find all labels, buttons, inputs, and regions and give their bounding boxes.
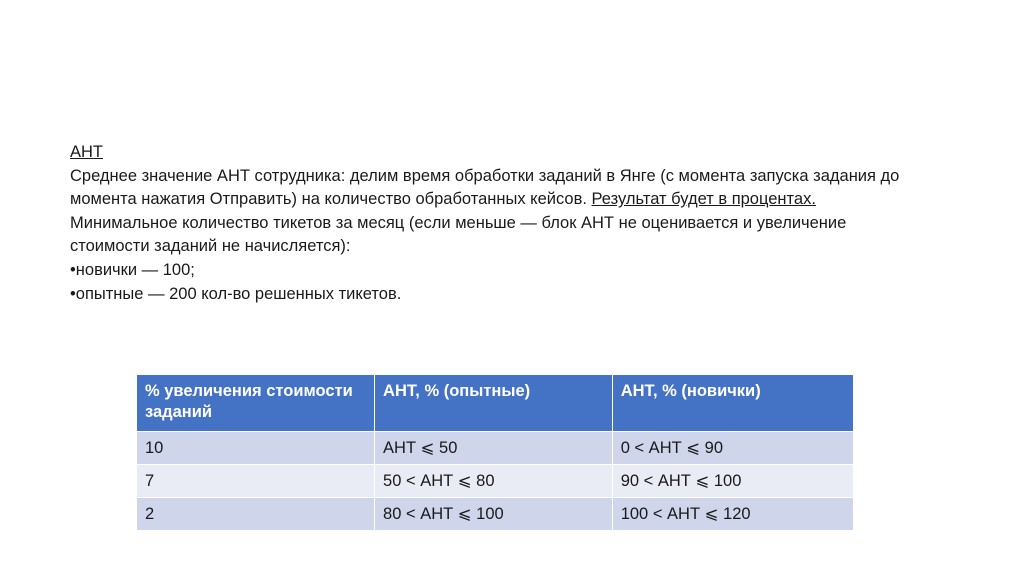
header-ant-experienced: АНТ, % (опытные) [375, 375, 613, 432]
cell-increase: 2 [137, 498, 375, 531]
cell-experienced: 50 < АНТ ⩽ 80 [375, 465, 613, 498]
description-sentence: Среднее значение АНТ сотрудника: делим время обработки заданий в Янге (с момента запуска задания до момента нажатия Отправить) на количество обработанных кейсов. [70, 166, 900, 209]
description-text [70, 141, 910, 306]
table-row [137, 498, 854, 531]
bullet-newbies: •новички — 100; [70, 260, 195, 279]
header-cost-increase: % увеличения стоимости заданий [137, 375, 375, 432]
cell-newbies: 0 < АНТ ⩽ 90 [612, 432, 853, 465]
heading-ant: АНТ [70, 143, 103, 161]
cell-increase: 10 [137, 432, 375, 465]
table-row [137, 465, 854, 498]
cell-increase: 7 [137, 465, 375, 498]
result-note: Результат будет в процентах. [591, 190, 816, 209]
cell-experienced: 80 < АНТ ⩽ 100 [375, 498, 613, 531]
minimum-tickets-paragraph: Минимальное количество тикетов за месяц (если меньше — блок АНТ не оценивается и увеличение стоимости заданий не начисляется): [70, 213, 847, 256]
table-header-row [137, 375, 854, 432]
header-ant-newbies: АНТ, % (новички) [612, 375, 853, 432]
cell-newbies: 90 < АНТ ⩽ 100 [612, 465, 853, 498]
ant-table [136, 374, 854, 531]
bullet-experienced: •опытные — 200 кол-во решенных тикетов. [70, 284, 402, 303]
description-paragraph [70, 165, 910, 212]
table-row [137, 432, 854, 465]
cell-experienced: АНТ ⩽ 50 [375, 432, 613, 465]
cell-newbies: 100 < АНТ ⩽ 120 [612, 498, 853, 531]
